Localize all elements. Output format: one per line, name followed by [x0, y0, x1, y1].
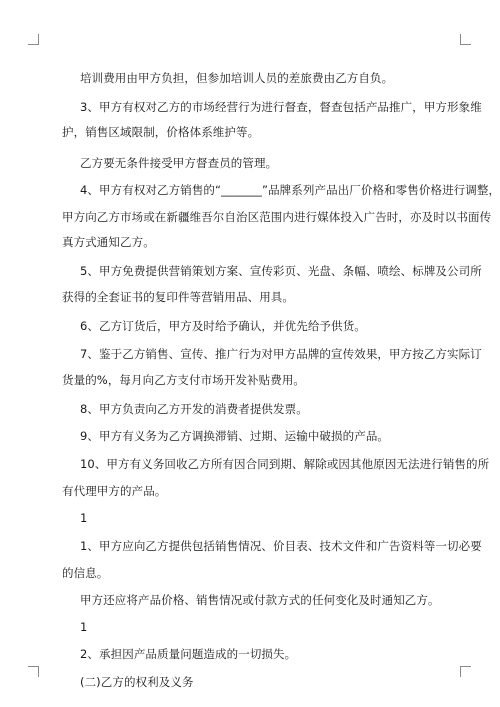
crop-mark-bottom-left [28, 666, 39, 677]
paragraph-line: 护，销售区域限制，价格体系维护等。 [62, 125, 260, 139]
paragraph-line: 有代理甲方的产品。 [62, 484, 167, 498]
crop-mark-top-left [28, 34, 39, 45]
paragraph-line: 5、甲方免费提供营销策划方案、宣传彩页、光盘、条幅、喷绘、标牌及公司所 [80, 264, 482, 278]
paragraph-line: 7、鉴于乙方销售、宣传、推广行为对甲方品牌的宣传效果，甲方按乙方实际订 [80, 347, 482, 361]
paragraph-line: 甲方还应将产品价格、销售情况或付款方式的任何变化及时通知乙方。 [80, 593, 440, 607]
paragraph-line: 获得的全套证书的复印件等营销用品、用具。 [62, 290, 294, 304]
paragraph-line: 1 [80, 511, 88, 525]
paragraph-line: 8、甲方负责向乙方开发的消费者提供发票。 [80, 402, 308, 416]
paragraph-line: 4、甲方有权对乙方销售的“_______”品牌系列产品出厂价格和零售价格进行调整， [80, 183, 500, 197]
crop-mark-top-right [460, 34, 471, 45]
paragraph-line: 1 [80, 620, 88, 634]
paragraph-line: 的信息。 [62, 566, 109, 580]
paragraph-line: 1、甲方应向乙方提供包括销售情况、价目表、技术文件和广告资料等一切必要 [80, 539, 482, 553]
paragraph-line: 9、甲方有义务为乙方调换滞销、过期、运输中破损的产品。 [80, 429, 390, 443]
section-heading: (二)乙方的权利及义务 [80, 675, 194, 689]
paragraph-line: 10、甲方有义务回收乙方所有因合同到期、解除或因其他原因无法进行销售的所 [80, 457, 490, 471]
paragraph-line: 甲方向乙方市场或在新疆维吾尔自治区范围内进行媒体投入广告时，亦及时以书面传 [62, 210, 492, 224]
crop-mark-bottom-right [460, 666, 471, 677]
paragraph-line: 6、乙方订货后，甲方及时给予确认，并优先给予供货。 [80, 319, 366, 333]
paragraph-line: 3、甲方有权对乙方的市场经营行为进行督查，督查包括产品推广，甲方形象维 [80, 100, 482, 114]
paragraph-line: 货量的%，每月向乙方支付市场开发补贴费用。 [62, 373, 306, 387]
paragraph-line: 乙方要无条件接受甲方督查员的管理。 [80, 156, 278, 170]
paragraph-line: 真方式通知乙方。 [62, 235, 155, 249]
paragraph-line: 2、承担因产品质量问题造成的一切损失。 [80, 647, 297, 661]
paragraph-line: 培训费用由甲方负担，但参加培训人员的差旅费由乙方自负。 [80, 71, 394, 85]
